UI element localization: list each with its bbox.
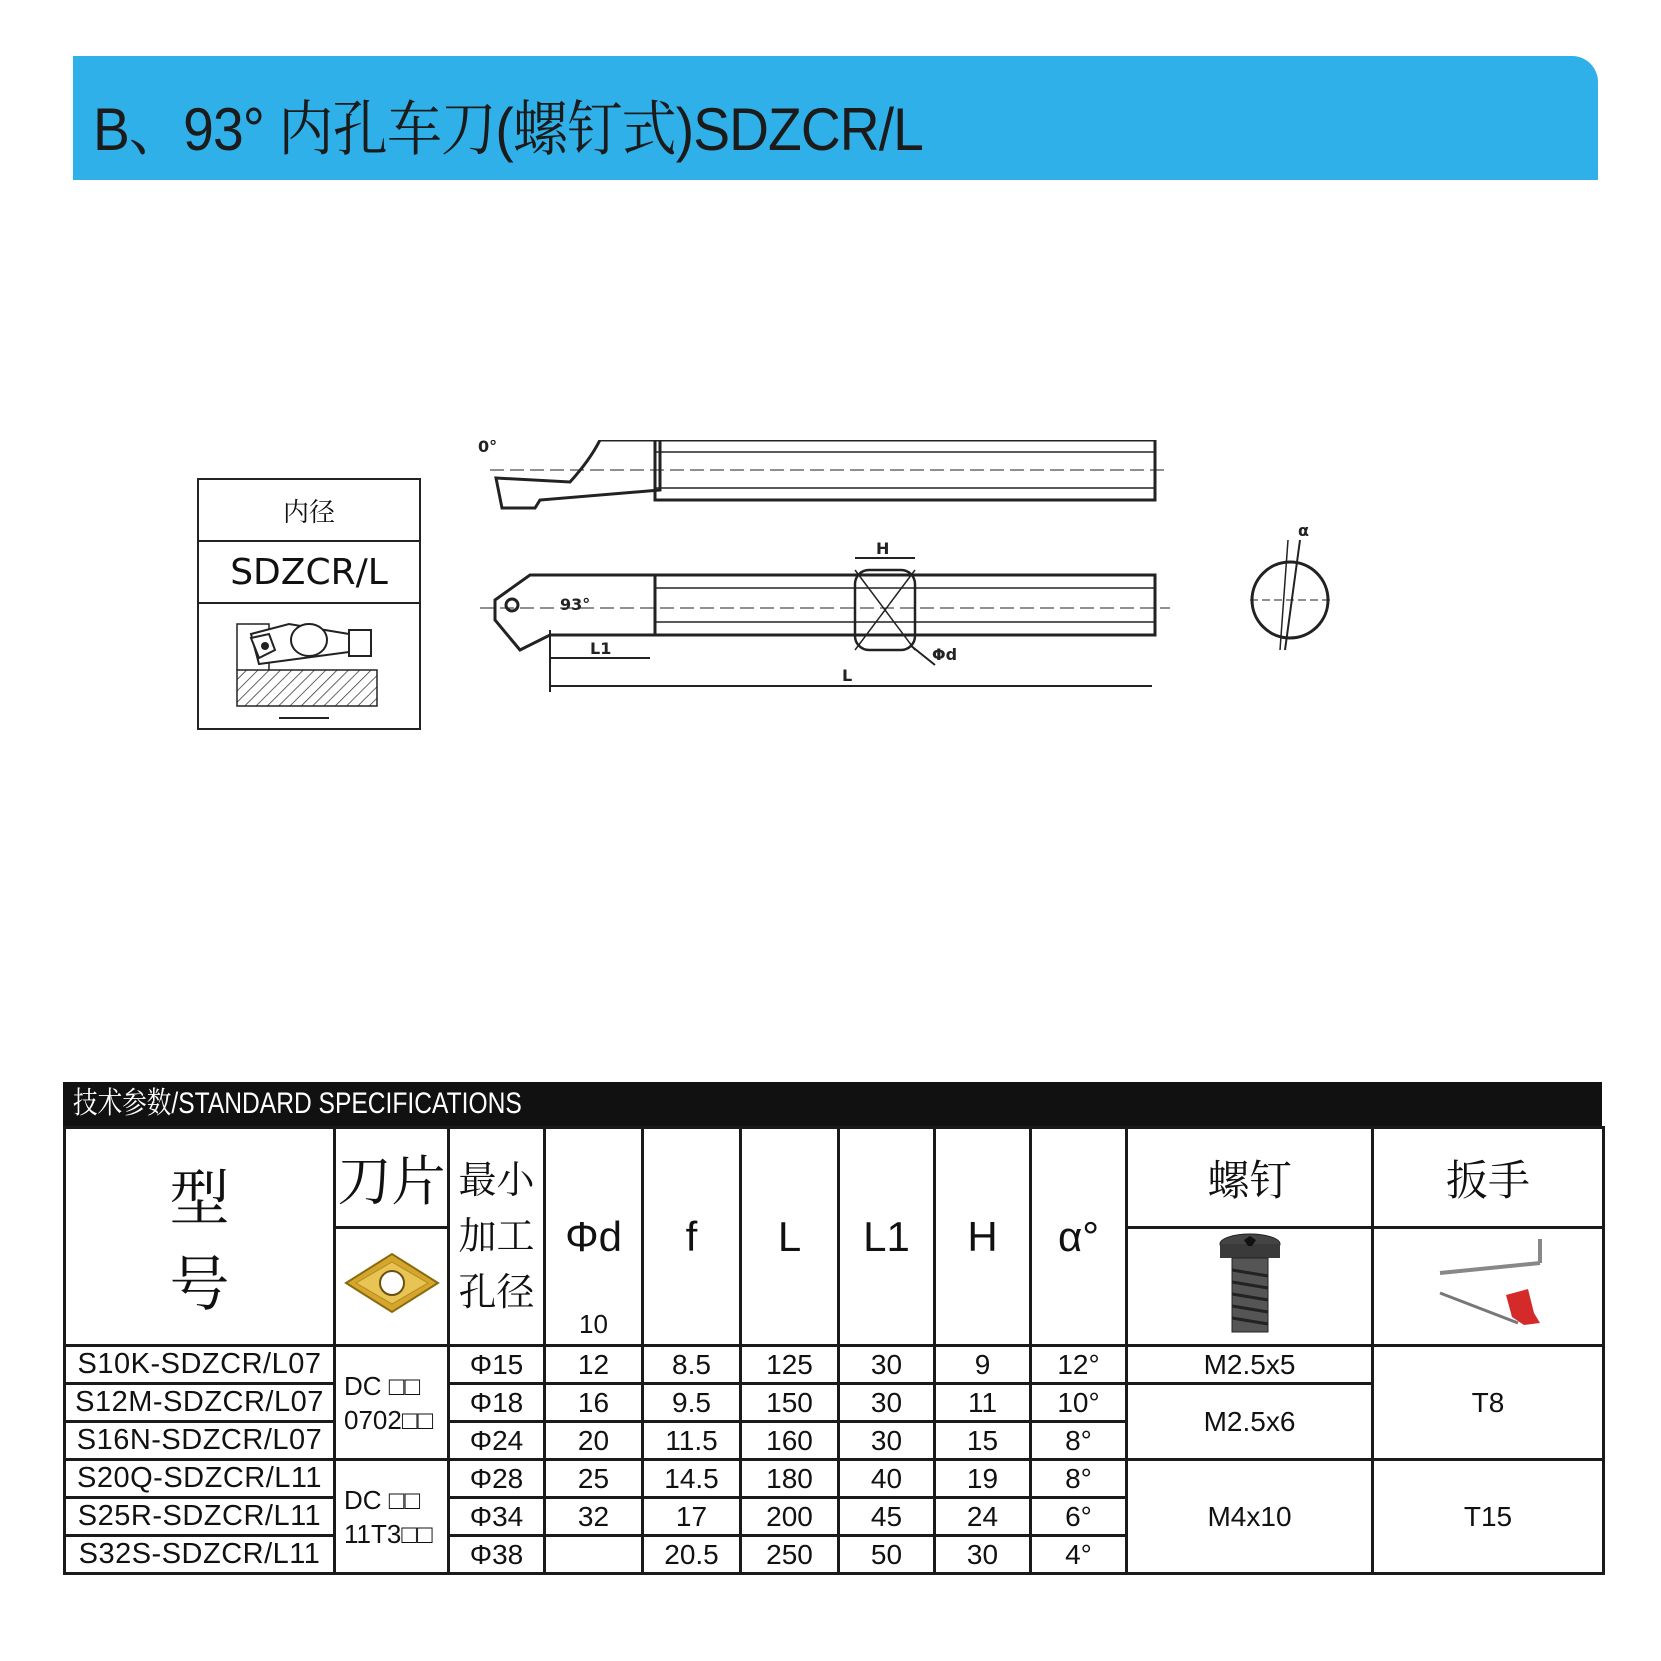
table-row: S12M-SDZCR/L07 Φ18 16 9.5 150 30 11 10° M2.5x6 — [65, 1384, 1604, 1422]
alpha-label: α — [1298, 521, 1309, 540]
spec-table-section — [63, 1082, 1602, 1575]
insert-icon — [342, 1248, 442, 1318]
zero-angle-label: 0° — [478, 440, 498, 456]
col-header-l: L — [741, 1128, 839, 1346]
table-row: S32S-SDZCR/L11 Φ38 20.5 250 50 30 4° — [65, 1536, 1604, 1574]
page-title: B、93° 内孔车刀(螺钉式)SDZCR/L — [93, 96, 923, 163]
wrench-icon — [1428, 1233, 1548, 1333]
type-box — [197, 478, 421, 730]
insert-group-11t3: DC □□ 11T3□□ — [335, 1460, 449, 1574]
screw-group-m4x10: M4x10 — [1127, 1460, 1373, 1574]
angle-label: 93° — [560, 595, 591, 614]
col-header-screw: 螺钉 — [1127, 1128, 1373, 1228]
l1-dim-label: L1 — [590, 639, 612, 658]
col-header-f: f — [643, 1128, 741, 1346]
type-code: SDZCR/L — [199, 542, 419, 604]
wrench-group-t15: T15 — [1373, 1460, 1604, 1574]
screw-group-m25x5: M2.5x5 — [1127, 1346, 1373, 1384]
phi-d-label: Φd — [932, 645, 958, 664]
title-banner — [73, 56, 1598, 180]
screw-icon — [1210, 1230, 1290, 1336]
wrench-group-t8: T8 — [1373, 1346, 1604, 1460]
spec-table — [63, 1126, 1605, 1575]
col-header-h: H — [935, 1128, 1031, 1346]
col-header-alpha: α° — [1031, 1128, 1127, 1346]
col-header-l1: L1 — [839, 1128, 935, 1346]
insert-image-cell — [335, 1228, 449, 1346]
table-row: S16N-SDZCR/L07 Φ24 20 11.5 160 30 15 8° — [65, 1422, 1604, 1460]
screw-image-cell — [1127, 1228, 1373, 1346]
table-row: S20Q-SDZCR/L11 DC □□ 11T3□□ Φ28 25 14.5 180 40 19 8° M4x10 T15 — [65, 1460, 1604, 1498]
boring-illustration — [199, 604, 419, 730]
table-row: S10K-SDZCR/L07 DC □□ 0702□□ Φ15 12 8.5 125 30 9 12° M2.5x5 T8 — [65, 1346, 1604, 1384]
technical-drawing — [190, 440, 1490, 760]
wrench-image-cell — [1373, 1228, 1604, 1346]
l-dim-label: L — [842, 666, 853, 685]
phi-d-sub: 10 — [579, 1309, 608, 1339]
boring-operation-icon — [199, 604, 415, 728]
col-header-insert: 刀片 — [335, 1128, 449, 1228]
col-header-phi-d: Φd 10 — [545, 1128, 643, 1346]
col-header-min-bore: 最小 加工 孔径 — [449, 1128, 545, 1346]
col-header-model: 型 号 — [65, 1128, 335, 1346]
type-label: 内径 — [199, 480, 419, 542]
h-dim-label: H — [876, 539, 890, 558]
screw-group-m25x6: M2.5x6 — [1127, 1384, 1373, 1460]
insert-group-0702: DC □□ 0702□□ — [335, 1346, 449, 1460]
spec-heading: 技术参数/STANDARD SPECIFICATIONS — [63, 1082, 1602, 1126]
col-header-wrench: 扳手 — [1373, 1128, 1604, 1228]
table-row: S25R-SDZCR/L11 Φ34 32 17 200 45 24 6° — [65, 1498, 1604, 1536]
